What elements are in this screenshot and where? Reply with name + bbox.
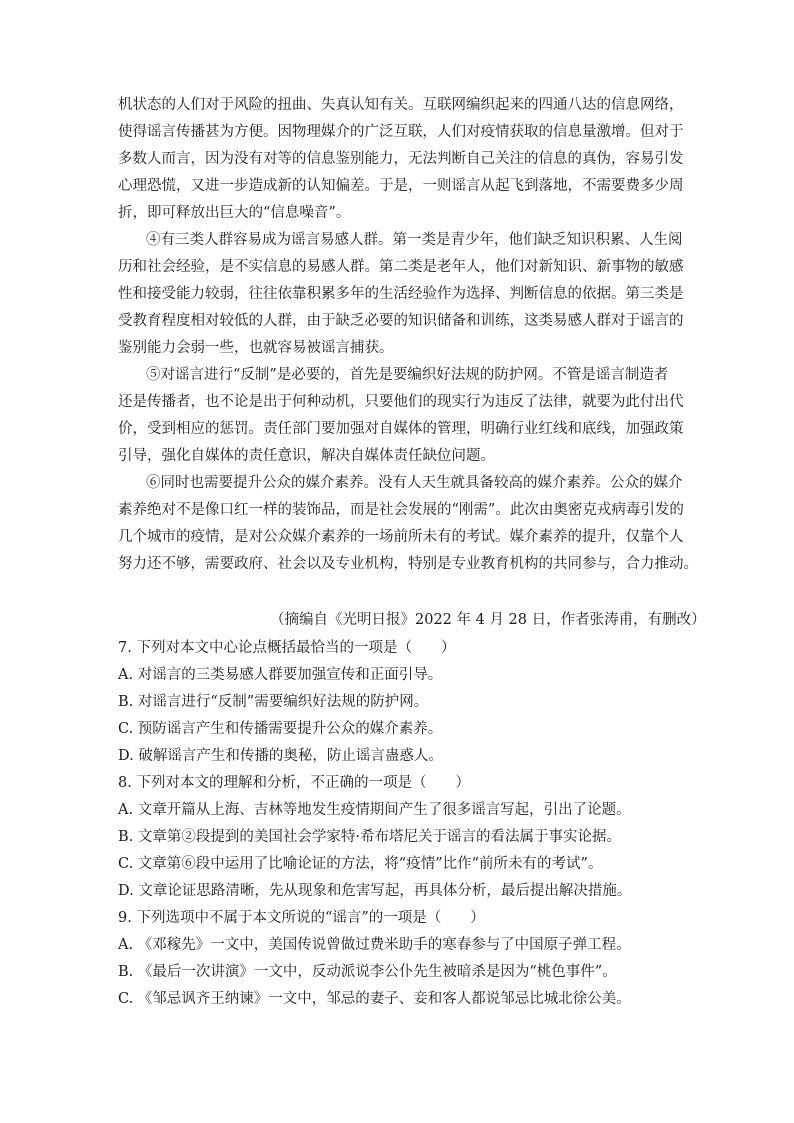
q8-option-a: A. 文章开篇从上海、吉林等地发生疫情期间产生了很多谣言写起，引出了论题。 — [118, 802, 631, 818]
para6-line-3: 几个城市的疫情，是对公众媒介素养的一场前所未有的考试。媒介素养的提升，仅靠个人 — [118, 529, 684, 545]
q8-stem: 8. 下列对本文的理解和分析，不正确的一项是（ ） — [118, 775, 470, 791]
q9-option-c: C. 《邹忌讽齐王纳谏》一文中，邹忌的妻子、妾和客人都说邹忌比城北徐公美。 — [118, 991, 631, 1007]
para5-line-4: 引导，强化自媒体的责任意识，解决自媒体责任缺位问题。 — [118, 448, 495, 464]
para4-line-2: 历和社会经验，是不实信息的易感人群。第二类是老年人，他们对新知识、新事物的敏感 — [118, 259, 684, 275]
para3-line-3: 多数人而言，因为没有对等的信息鉴别能力，无法判断自己关注的信息的真伪，容易引发 — [118, 151, 684, 167]
para4-line-5: 鉴别能力会弱一些，也就容易被谣言捕获。 — [118, 340, 394, 356]
para5-line-1: ⑤对谣言进行“反制”是必要的，首先是要编织好法规的防护网。不管是谣言制造者 — [146, 367, 669, 383]
q8-option-b: B. 文章第②段提到的美国社会学家特·希布塔尼关于谣言的看法属于事实论据。 — [118, 829, 621, 845]
para4-line-3: 性和接受能力较弱，往往依靠积累多年的生活经验作为选择、判断信息的依据。第三类是 — [118, 286, 684, 302]
q8-option-d: D. 文章论证思路清晰，先从现象和危害写起，再具体分析，最后提出解决措施。 — [118, 883, 632, 899]
q8-option-c: C. 文章第⑥段中运用了比喻论证的方法，将“疫情”比作“前所未有的考试”。 — [118, 856, 603, 872]
para6-line-2: 素养绝对不是像口红一样的装饰品，而是社会发展的“刚需”。此次由奥密克戎病毒引发的 — [118, 502, 684, 518]
q9-stem: 9. 下列选项中不属于本文所说的“谣言”的一项是（ ） — [118, 910, 485, 926]
para6-line-1: ⑥同时也需要提升公众的媒介素养。没有人天生就具备较高的媒介素养。公众的媒介 — [146, 475, 683, 491]
para3-line-5: 折，即可释放出巨大的“信息噪音”。 — [118, 205, 351, 221]
source-attribution: （摘编自《光明日报》2022 年 4 月 28 日，作者张涛甫，有删改） — [270, 612, 706, 628]
q7-option-b: B. 对谣言进行“反制”需要编织好法规的防护网。 — [118, 694, 429, 710]
para3-line-4: 心理恐慌，又进一步造成新的认知偏差。于是，一则谣言从起飞到落地，不需要费多少周 — [118, 178, 684, 194]
q7-option-a: A. 对谣言的三类易感人群要加强宣传和正面引导。 — [118, 667, 443, 683]
para5-line-2: 还是传播者，也不论是出于何种动机，只要他们的现实行为违反了法律，就要为此付出代 — [118, 394, 684, 410]
para6-line-4: 努力还不够，需要政府、社会以及专业机构，特别是专业教育机构的共同参与，合力推动。 — [118, 556, 698, 572]
para5-line-3: 价，受到相应的惩罚。责任部门要加强对自媒体的管理，明确行业红线和底线，加强政策 — [118, 421, 684, 437]
para3-line-2: 使得谣言传播甚为方便。因物理媒介的广泛互联，人们对疫情获取的信息量激增。但对于 — [118, 124, 684, 140]
q9-option-a: A. 《邓稼先》一文中，美国传说曾做过费米助手的寒春参与了中国原子弹工程。 — [118, 937, 631, 953]
q7-option-d: D. 破解谣言产生和传播的奥秘，防止谣言蛊惑人。 — [118, 748, 443, 764]
para4-line-1: ④有三类人群容易成为谣言易感人群。第一类是青少年，他们缺乏知识积累、人生阅 — [146, 232, 683, 248]
para4-line-4: 受教育程度相对较低的人群，由于缺乏必要的知识储备和训练，这类易感人群对于谣言的 — [118, 313, 684, 329]
q7-stem: 7. 下列对本文中心论点概括最恰当的一项是（ ） — [118, 640, 456, 656]
para3-line-1: 机状态的人们对于风险的扭曲、失真认知有关。互联网编织起来的四通八达的信息网络， — [118, 97, 684, 113]
q9-option-b: B. 《最后一次讲演》一文中，反动派说李公仆先生被暗杀是因为“桃色事件”。 — [118, 964, 617, 980]
q7-option-c: C. 预防谣言产生和传播需要提升公众的媒介素养。 — [118, 721, 443, 737]
